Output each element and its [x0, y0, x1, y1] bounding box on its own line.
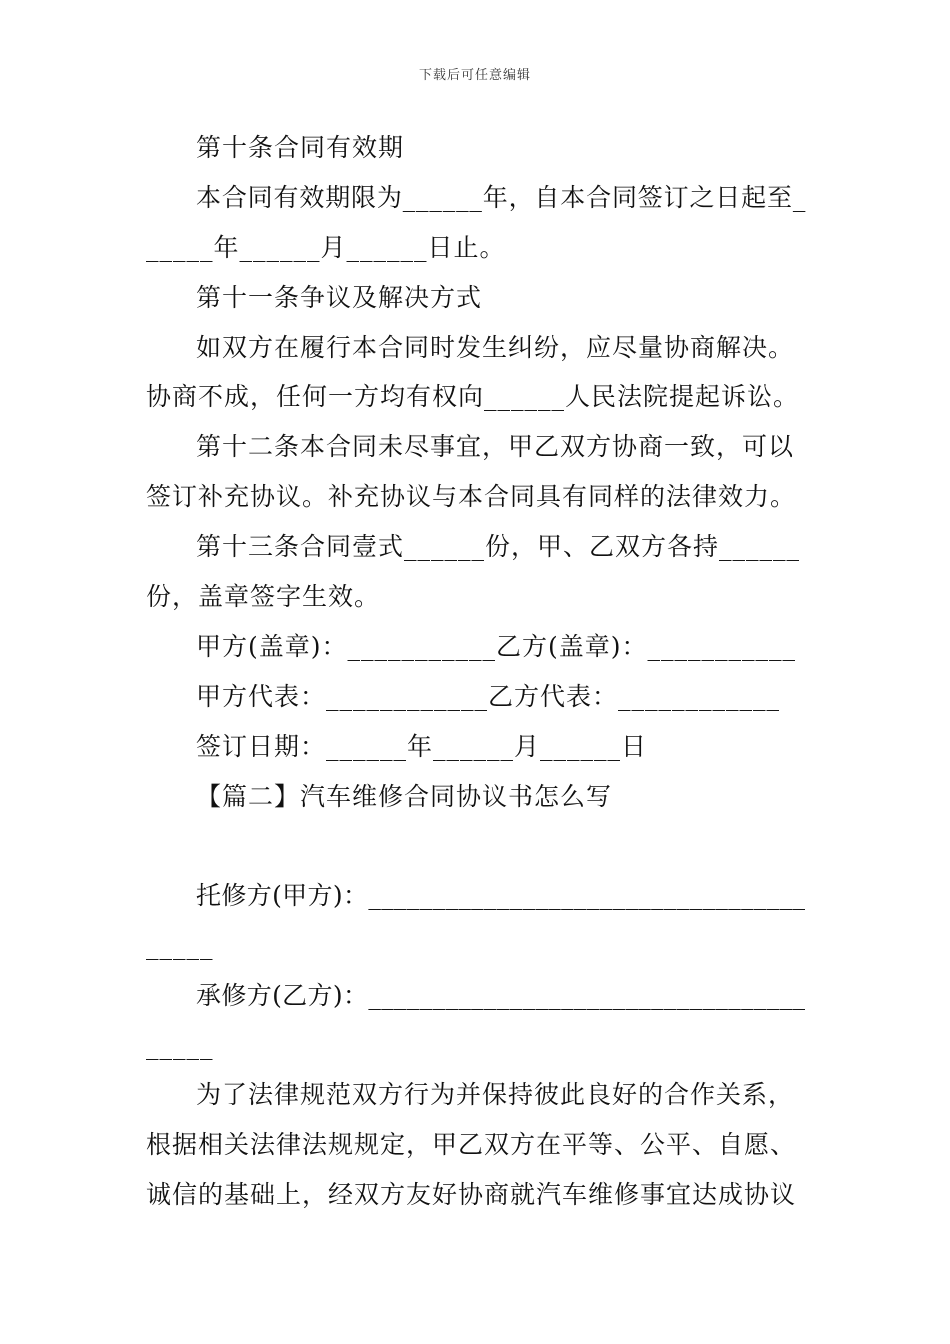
article-13-text-cont: 份，盖章签字生效。	[146, 582, 381, 611]
article-11-text: 如双方在履行本合同时发生纠纷，应尽量协商解决。	[196, 333, 795, 362]
client-party-line-cont: _____	[146, 931, 214, 960]
article-10-text-cont: _____年______月______日止。	[146, 233, 506, 262]
section-two-title: 【篇二】汽车维修合同协议书怎么写	[196, 782, 613, 811]
article-11-heading: 第十一条争议及解决方式	[196, 283, 483, 312]
article-11-text-cont: 协商不成，任何一方均有权向______人民法院提起诉讼。	[146, 382, 800, 411]
signing-date-line: 签订日期：______年______月______日	[196, 732, 648, 761]
preamble-line-3: 诚信的基础上，经双方友好协商就汽车维修事宜达成协议	[146, 1180, 797, 1209]
article-12-text: 第十二条本合同未尽事宜，甲乙双方协商一致，可以	[196, 432, 795, 461]
article-10-text: 本合同有效期限为______年，自本合同签订之日起至_	[196, 183, 807, 212]
client-party-line: 托修方(甲方)：__________________________________	[196, 881, 806, 910]
party-seal-line: 甲方(盖章)：___________乙方(盖章)：___________	[196, 632, 797, 661]
page-header: 下载后可任意编辑	[418, 68, 531, 83]
preamble-line-1: 为了法律规范双方行为并保持彼此良好的合作关系，	[196, 1080, 795, 1109]
repair-party-line: 承修方(乙方)：__________________________________	[196, 981, 806, 1010]
article-10-heading: 第十条合同有效期	[196, 133, 405, 162]
preamble-line-2: 根据相关法律法规规定，甲乙双方在平等、公平、自愿、	[146, 1130, 797, 1159]
article-13-text: 第十三条合同壹式______份，甲、乙双方各持______	[196, 532, 801, 561]
repair-party-line-cont: _____	[146, 1031, 214, 1060]
article-12-text-cont: 签订补充协议。补充协议与本合同具有同样的法律效力。	[146, 482, 797, 511]
party-representative-line: 甲方代表：____________乙方代表：____________	[196, 682, 781, 711]
